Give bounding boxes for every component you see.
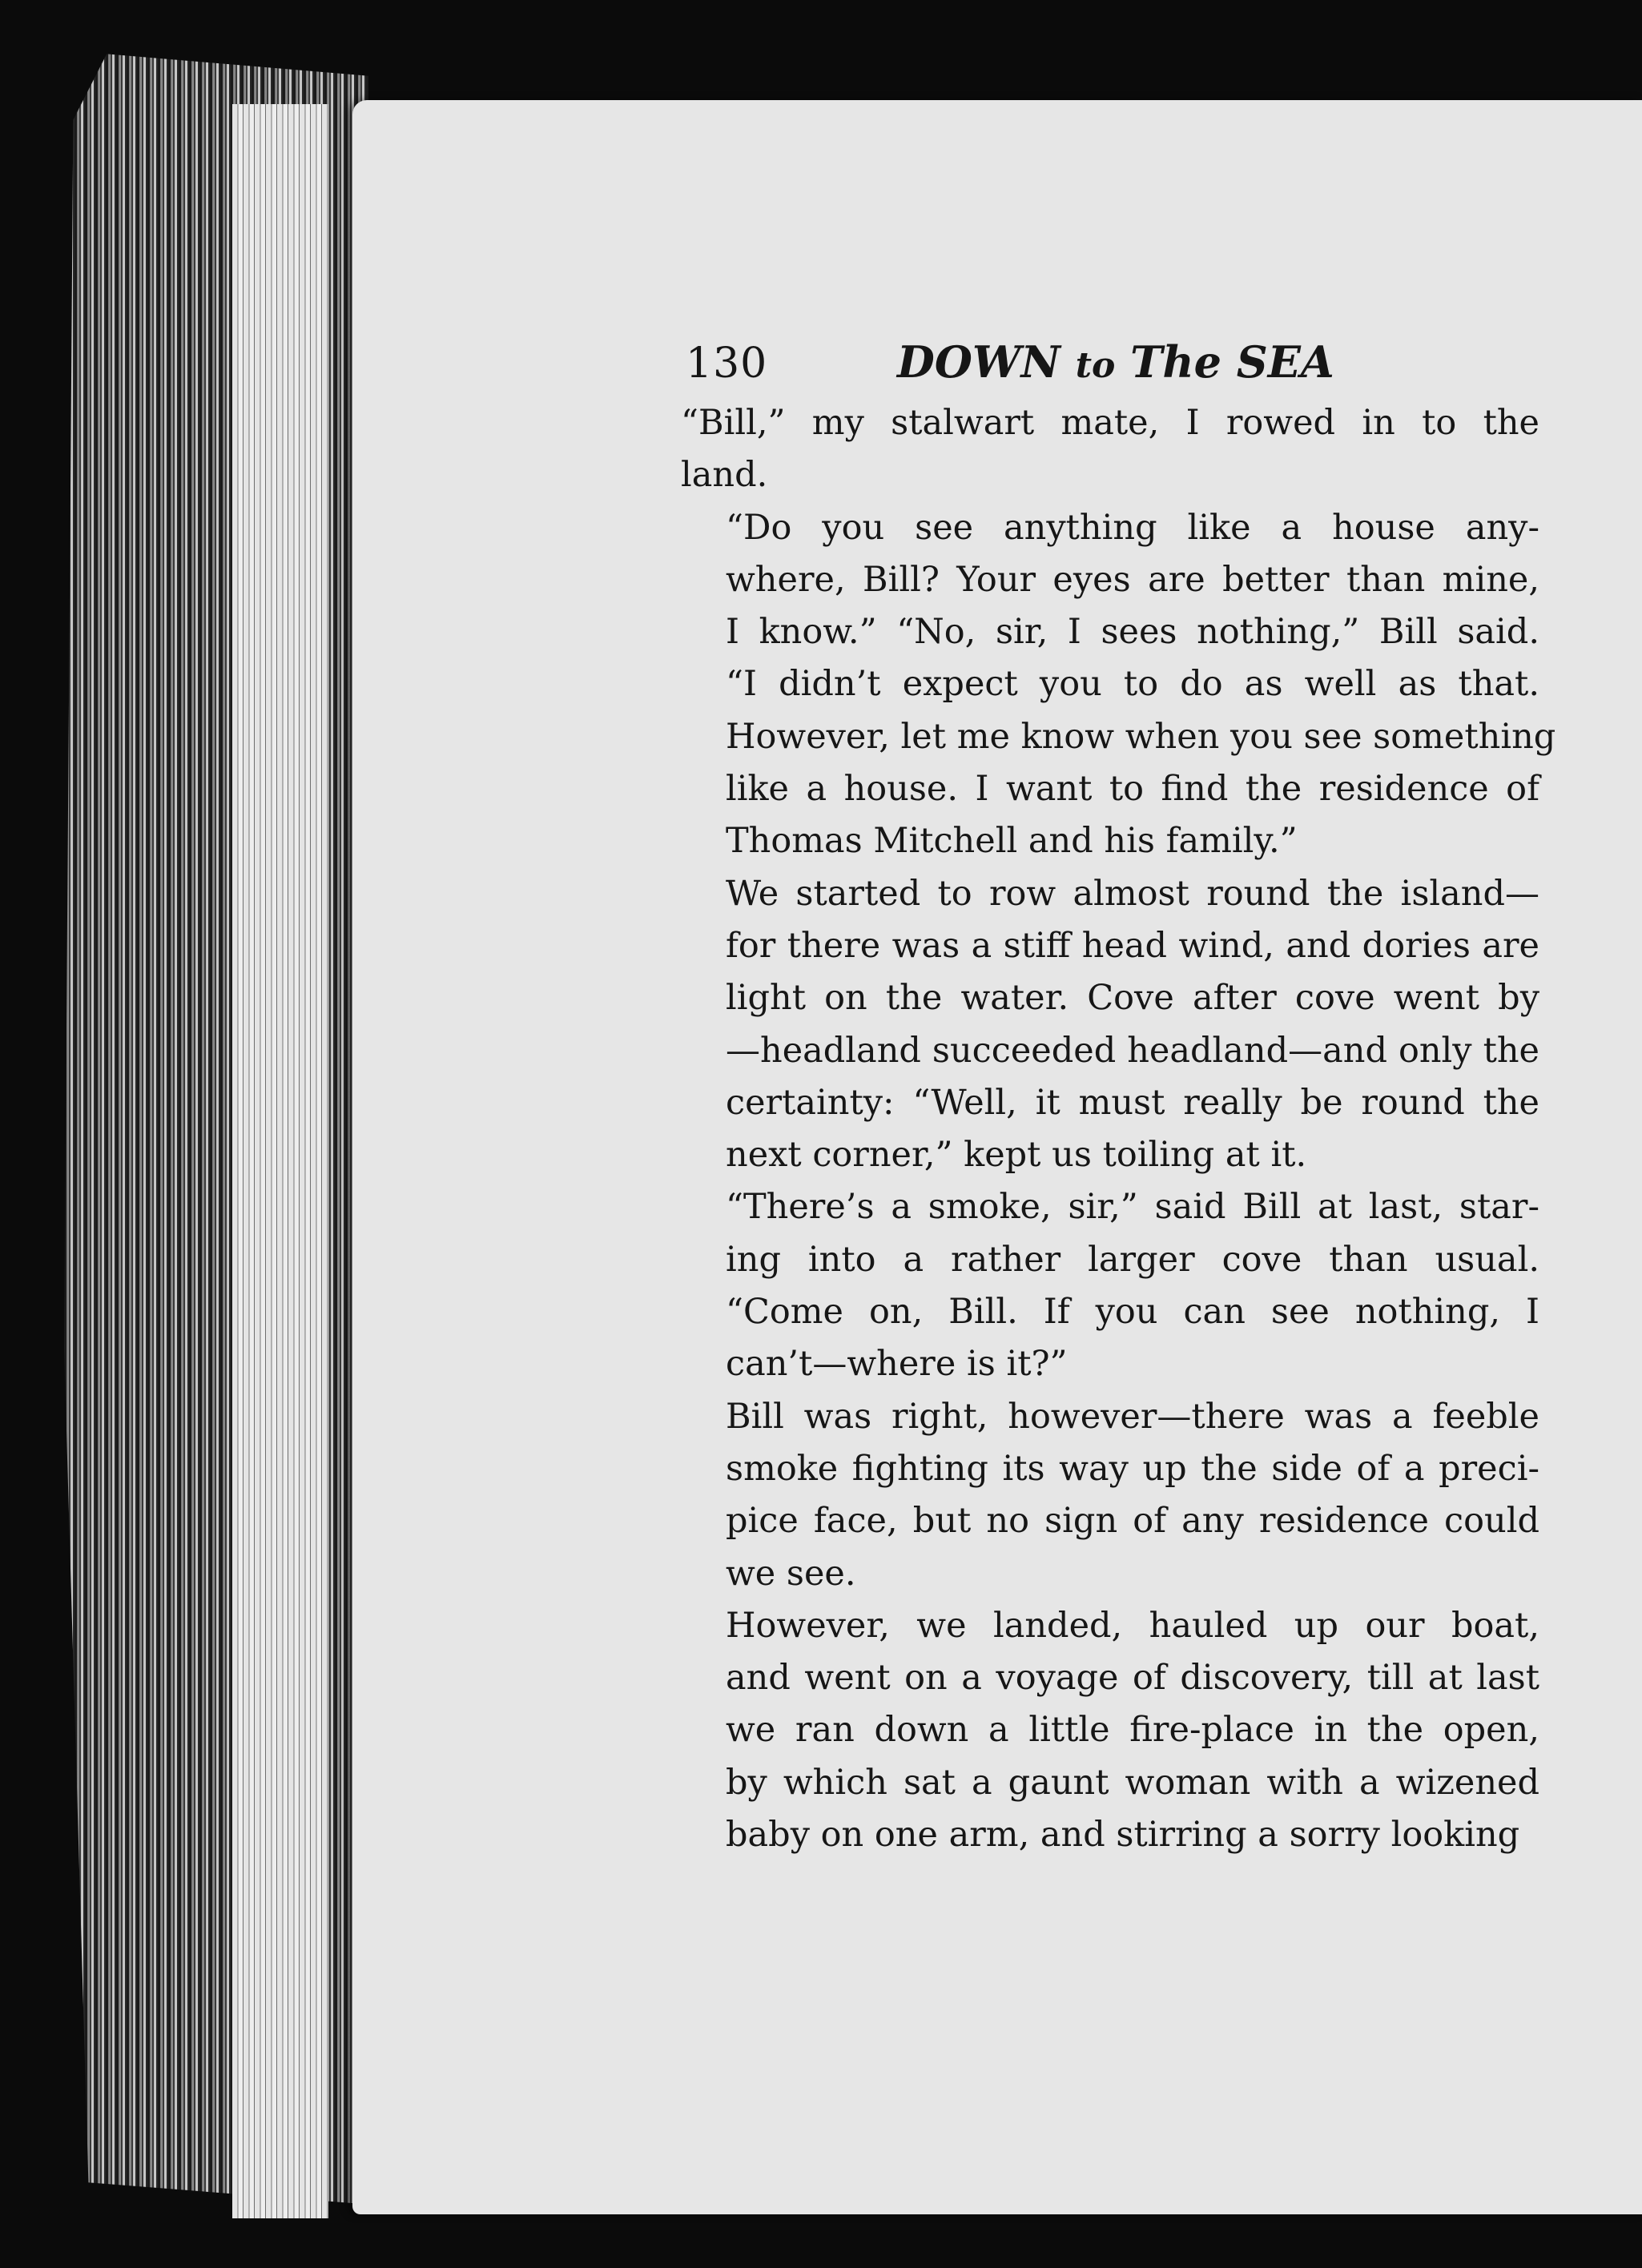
text-line: we see. bbox=[726, 1553, 856, 1594]
text-line: certainty: “Well, it must really be round the bbox=[726, 1082, 1539, 1123]
text-line: like a house. I want to find the residence of bbox=[726, 769, 1539, 810]
text-line: smoke fighting its way up the side of a preci- bbox=[726, 1448, 1539, 1489]
paragraph bbox=[681, 502, 1556, 868]
page-number: 130 bbox=[686, 340, 768, 388]
paragraph bbox=[681, 397, 1539, 502]
body-text bbox=[681, 397, 1556, 1861]
text-line: baby on one arm, and stirring a sorry looking bbox=[726, 1815, 1520, 1856]
text-line: next corner,” kept us toiling at it. bbox=[726, 1135, 1307, 1176]
text-line: by which sat a gaunt woman with a wizened bbox=[726, 1762, 1539, 1803]
book-title-part-1: DOWN bbox=[897, 336, 1060, 388]
text-line: However, we landed, hauled up our boat, bbox=[726, 1605, 1539, 1646]
text-line: and went on a voyage of discovery, till at last bbox=[726, 1658, 1539, 1699]
running-head bbox=[681, 328, 1539, 392]
text-line: “Come on, Bill. If you can see nothing, I bbox=[726, 1292, 1539, 1333]
paragraph bbox=[681, 1391, 1539, 1600]
text-line: we ran down a little fire-place in the open, bbox=[726, 1710, 1539, 1751]
text-line: Bill was right, however—there was a feeble bbox=[726, 1396, 1539, 1437]
book-page-edges-inner bbox=[232, 104, 328, 2218]
text-line: can’t—where is it?” bbox=[726, 1344, 1068, 1385]
text-line: land. bbox=[681, 455, 768, 496]
book-title bbox=[897, 336, 1334, 388]
text-line: I know.” “No, sir, I sees nothing,” Bill said. bbox=[726, 612, 1539, 653]
text-line: ing into a rather larger cove than usual. bbox=[726, 1239, 1539, 1280]
text-line: Thomas Mitchell and his family.” bbox=[726, 821, 1298, 862]
book-title-part-3: The SEA bbox=[1130, 336, 1334, 388]
text-line: “I didn’t expect you to do as well as that. bbox=[726, 664, 1539, 705]
page-text-block bbox=[681, 328, 1556, 1861]
book-title-part-2: to bbox=[1075, 345, 1116, 386]
paragraph bbox=[681, 1600, 1539, 1861]
text-line: “There’s a smoke, sir,” said Bill at last, star- bbox=[726, 1187, 1539, 1228]
text-line: However, let me know when you see something bbox=[726, 716, 1556, 757]
text-line: We started to row almost round the island— bbox=[726, 873, 1539, 914]
text-line: light on the water. Cove after cove went by bbox=[726, 978, 1539, 1019]
text-line: “Bill,” my stalwart mate, I rowed in to the bbox=[681, 403, 1539, 443]
paragraph bbox=[681, 868, 1539, 1182]
text-line: —headland succeeded headland—and only the bbox=[726, 1030, 1539, 1071]
text-line: pice face, but no sign of any residence could bbox=[726, 1501, 1539, 1542]
text-line: for there was a stiff head wind, and dories are bbox=[726, 925, 1539, 966]
paragraph bbox=[681, 1181, 1539, 1390]
text-line: where, Bill? Your eyes are better than mine, bbox=[726, 559, 1539, 600]
text-line: “Do you see anything like a house any- bbox=[726, 507, 1539, 548]
